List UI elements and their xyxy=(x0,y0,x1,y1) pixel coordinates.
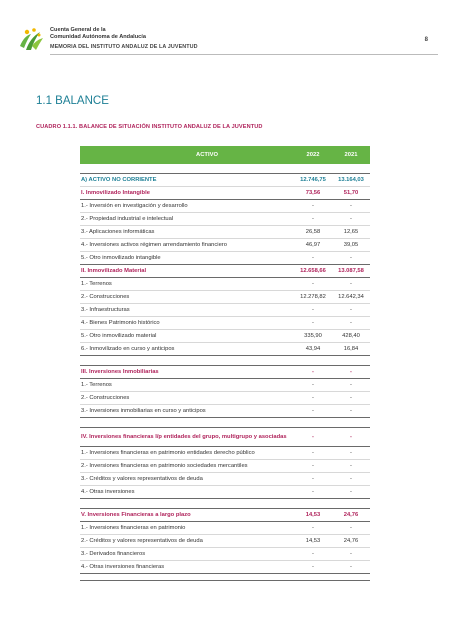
table-row xyxy=(80,535,370,548)
value-2021: 12.642,34 xyxy=(338,294,364,300)
table-row xyxy=(80,392,370,405)
row-label: I. Inmovilizado Intangible xyxy=(81,190,150,196)
row-label: 4.- Otras inversiones financieras xyxy=(81,564,165,570)
page-header xyxy=(18,22,438,58)
value-2021: 13.164,03 xyxy=(338,177,364,183)
table-row xyxy=(80,561,370,574)
value-2021: - xyxy=(350,551,352,557)
row-label: 3.- Inversiones inmobiliarias en curso y anticipos xyxy=(81,408,206,414)
row-label: 1.- Terrenos xyxy=(81,281,112,287)
value-2021: - xyxy=(350,369,352,375)
value-2021: 12,65 xyxy=(343,229,359,235)
table-bottom-rule xyxy=(80,580,370,581)
row-label: 2.- Construcciones xyxy=(81,395,130,401)
row-label: 3.- Infraestructuras xyxy=(81,307,130,313)
value-2022: - xyxy=(312,281,314,287)
value-2022: - xyxy=(312,369,314,375)
row-label: 1.- Terrenos xyxy=(81,382,112,388)
value-2021: - xyxy=(350,434,352,440)
table-row xyxy=(80,291,370,304)
value-2022: 12.658,66 xyxy=(300,268,326,274)
row-label: 2.- Construcciones xyxy=(81,294,130,300)
table-row xyxy=(80,226,370,239)
value-2022: 14,53 xyxy=(305,538,321,544)
row-label: 2.- Inversiones financieras en patrimonio sociedades mercantiles xyxy=(81,463,248,469)
value-2021: 13.087,58 xyxy=(338,268,364,274)
value-2021: - xyxy=(350,382,352,388)
table-row xyxy=(80,447,370,460)
value-2022: - xyxy=(312,255,314,261)
row-label: IV. Inversiones financieras l/p entidades del grupo, multigrupo y asociadas xyxy=(81,433,287,440)
row-label: 5.- Otro inmovilizado intangible xyxy=(81,255,161,261)
value-2021: 51,70 xyxy=(343,190,359,196)
section-title: 1.1 BALANCE xyxy=(36,95,109,107)
row-label: 5.- Otro inmovilizado material xyxy=(81,333,157,339)
value-2021: 16,84 xyxy=(343,346,359,352)
row-label: 4.- Otras inversiones xyxy=(81,489,135,495)
value-2021: 428,40 xyxy=(342,333,360,339)
value-2021: - xyxy=(350,307,352,313)
value-2022: 14,53 xyxy=(305,512,321,518)
table-row xyxy=(80,405,370,418)
document-subtitle: MEMORIA DEL INSTITUTO ANDALUZ DE LA JUVENTUD xyxy=(50,44,198,50)
group-row-inversiones-lp xyxy=(80,508,370,522)
value-2022: - xyxy=(312,320,314,326)
group-row-inversiones-grupo xyxy=(80,427,370,447)
value-2022: - xyxy=(312,551,314,557)
row-label: II. Inmovilizado Material xyxy=(81,268,147,274)
value-2022: - xyxy=(312,564,314,570)
table-row xyxy=(80,304,370,317)
table-row xyxy=(80,486,370,499)
activo-no-corriente-row xyxy=(80,173,370,187)
row-label: 1.- Inversiones financieras en patrimonio xyxy=(81,525,186,531)
value-2022: - xyxy=(312,450,314,456)
balance-table xyxy=(80,146,370,581)
header-divider xyxy=(50,54,438,55)
value-2021: 24,76 xyxy=(343,538,359,544)
value-2021: - xyxy=(350,476,352,482)
row-label: 1.- Inversión en investigación y desarrollo xyxy=(81,203,188,209)
value-2021: - xyxy=(350,408,352,414)
value-2022: - xyxy=(312,408,314,414)
table-row xyxy=(80,379,370,392)
value-2021: 24,76 xyxy=(343,512,359,518)
value-2021: - xyxy=(350,216,352,222)
value-2021: - xyxy=(350,395,352,401)
row-label: 4.- Bienes Patrimonio histórico xyxy=(81,320,160,326)
value-2022: - xyxy=(312,463,314,469)
value-2021: - xyxy=(350,463,352,469)
row-label: 1.- Inversiones financieras en patrimonio entidades derecho público xyxy=(81,450,255,456)
value-2021: - xyxy=(350,489,352,495)
table-row xyxy=(80,522,370,535)
value-2022: - xyxy=(312,216,314,222)
value-2022: - xyxy=(312,476,314,482)
value-2021: 39,05 xyxy=(343,242,359,248)
table-caption: CUADRO 1.1.1. BALANCE DE SITUACIÓN INSTITUTO ANDALUZ DE LA JUVENTUD xyxy=(36,124,263,130)
org-line-2: Comunidad Autónoma de Andalucía xyxy=(50,34,146,40)
table-row xyxy=(80,213,370,226)
value-2022: - xyxy=(312,489,314,495)
value-2021: - xyxy=(350,255,352,261)
table-row xyxy=(80,460,370,473)
table-header xyxy=(80,146,370,164)
value-2022: - xyxy=(312,525,314,531)
value-2022: - xyxy=(312,395,314,401)
value-2021: - xyxy=(350,320,352,326)
value-2022: 12.278,82 xyxy=(300,294,326,300)
row-label: V. Inversiones Financieras a largo plazo xyxy=(81,512,191,518)
group-row-inmovilizado-material xyxy=(80,265,370,278)
andalucia-logo-icon xyxy=(18,26,44,52)
header-activo: ACTIVO xyxy=(196,152,218,158)
group-row-inversiones-inmobiliarias xyxy=(80,365,370,379)
table-row xyxy=(80,548,370,561)
row-label: 2.- Propiedad industrial e intelectual xyxy=(81,216,174,222)
value-2021: - xyxy=(350,564,352,570)
value-2022: 43,94 xyxy=(305,346,321,352)
value-2021: - xyxy=(350,525,352,531)
organization-name xyxy=(50,27,146,41)
value-2021: - xyxy=(350,450,352,456)
page-number: 8 xyxy=(424,37,428,43)
table-row xyxy=(80,330,370,343)
value-2022: - xyxy=(312,203,314,209)
row-label: III. Inversiones Inmobiliarias xyxy=(81,369,159,375)
value-2022: 12.746,75 xyxy=(300,177,326,183)
value-2022: - xyxy=(312,434,314,440)
table-row xyxy=(80,317,370,330)
table-row xyxy=(80,278,370,291)
org-line-1: Cuenta General de la xyxy=(50,27,106,33)
table-row xyxy=(80,343,370,356)
table-row xyxy=(80,200,370,213)
value-2022: 73,56 xyxy=(305,190,321,196)
group-row-inmovilizado-intangible xyxy=(80,187,370,200)
header-year-2022: 2022 xyxy=(306,152,320,158)
row-label: 2.- Créditos y valores representativos de deuda xyxy=(81,538,203,544)
value-2022: 46,97 xyxy=(305,242,321,248)
row-label: A) ACTIVO NO CORRIENTE xyxy=(81,177,157,183)
value-2021: - xyxy=(350,281,352,287)
table-row xyxy=(80,252,370,265)
table-row xyxy=(80,473,370,486)
row-label: 6.- Inmovilizado en curso y anticipos xyxy=(81,346,175,352)
table-row xyxy=(80,239,370,252)
value-2022: 26,58 xyxy=(305,229,321,235)
value-2022: - xyxy=(312,382,314,388)
row-label: 4.- Inversiones activos régimen arrendamiento financiero xyxy=(81,242,227,248)
row-label: 3.- Derivados financieros xyxy=(81,551,146,557)
value-2022: 335,90 xyxy=(304,333,322,339)
value-2022: - xyxy=(312,307,314,313)
row-label: 3.- Créditos y valores representativos de deuda xyxy=(81,476,203,482)
row-label: 3.- Aplicaciones informáticas xyxy=(81,229,155,235)
header-year-2021: 2021 xyxy=(344,152,358,158)
value-2021: - xyxy=(350,203,352,209)
